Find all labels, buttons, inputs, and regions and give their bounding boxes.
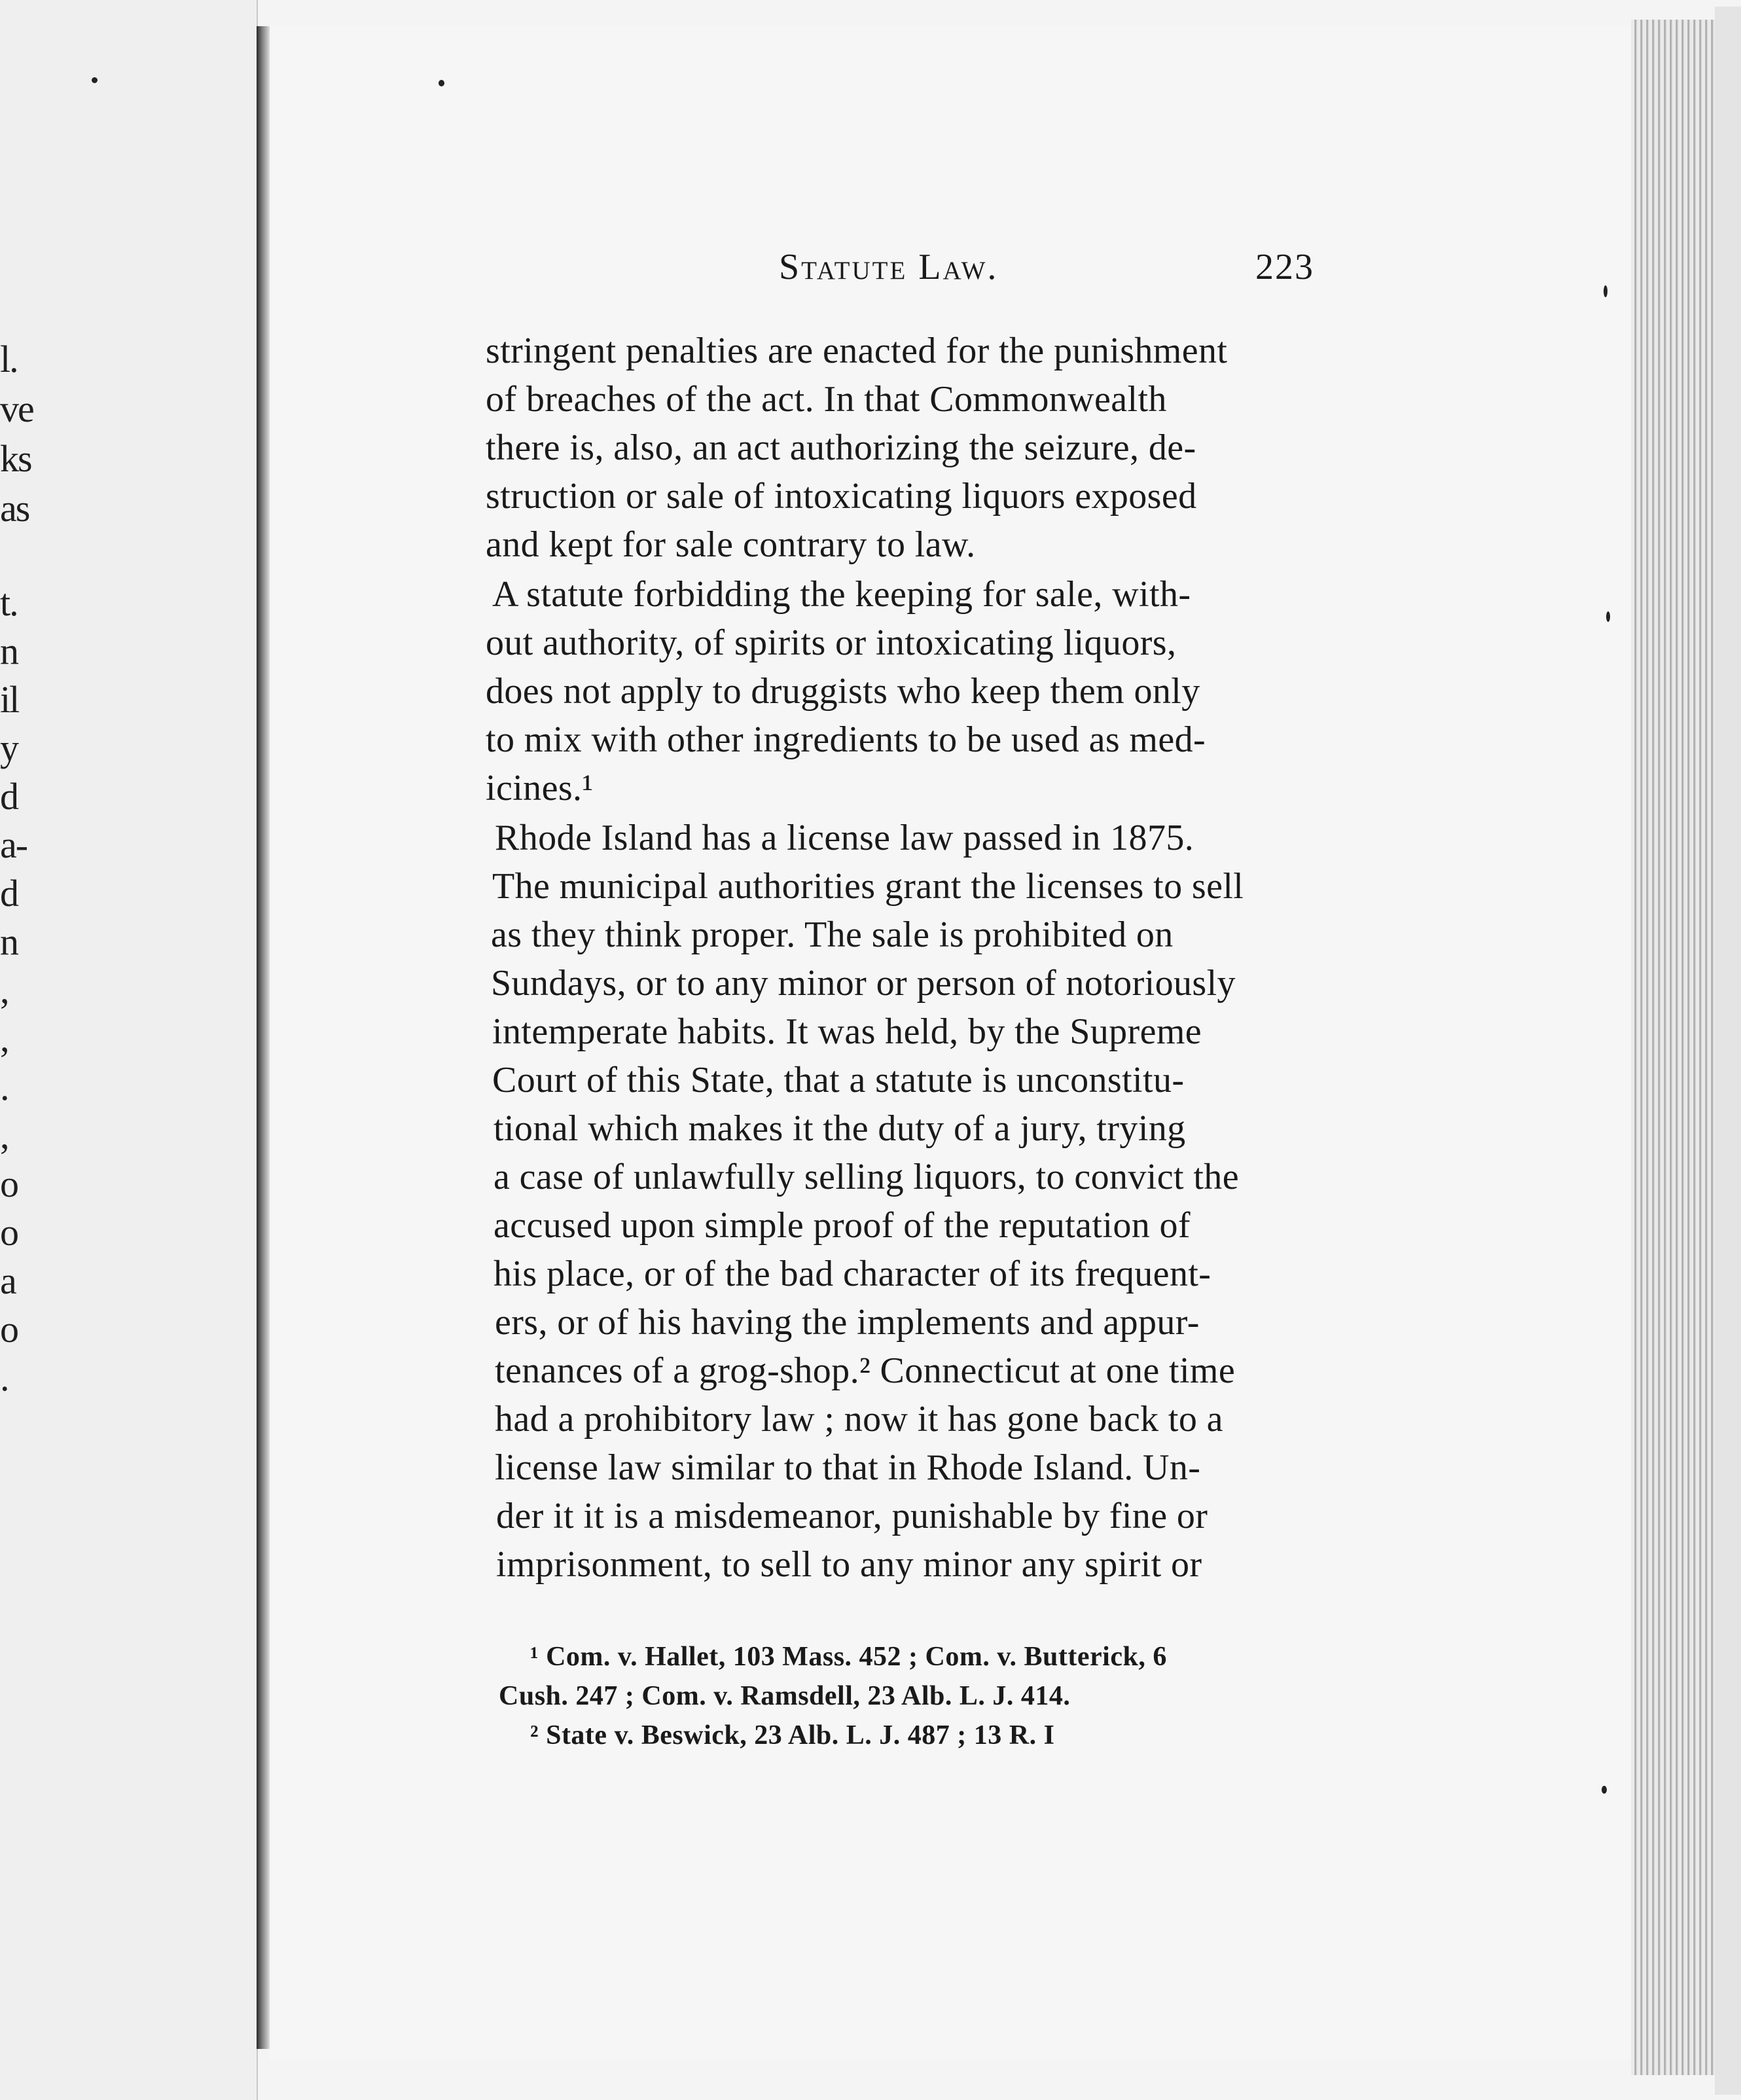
page-number: 223 <box>1255 247 1314 287</box>
body-line: imprisonment, to sell to any minor any spirit or <box>496 1544 1202 1585</box>
left-page-fragment: a- <box>0 824 27 866</box>
body-line: The municipal authorities grant the licenses to sell <box>492 866 1244 907</box>
left-page-fragment: ks <box>0 437 31 480</box>
left-page-fragment: y <box>0 727 18 769</box>
body-line: struction or sale of intoxicating liquors exposed <box>486 476 1197 516</box>
body-line: tenances of a grog-shop.² Connecticut at one time <box>495 1350 1236 1391</box>
left-page-fragment: , <box>0 1017 9 1060</box>
left-page-fragment: as <box>0 487 29 530</box>
left-page-fragment: . <box>0 1356 9 1399</box>
body-line: license law similar to that in Rhode Island. Un- <box>495 1447 1201 1488</box>
left-page-fragment: o <box>0 1308 18 1350</box>
left-page-fragment: . <box>0 1066 9 1108</box>
left-page-fragment: t. <box>0 581 18 624</box>
body-line: icines.¹ <box>486 768 594 808</box>
body-line: der it it is a misdemeanor, punishable by fine or <box>496 1496 1208 1536</box>
ink-speck <box>1606 611 1610 622</box>
body-line: intemperate habits. It was held, by the Supreme <box>492 1011 1202 1052</box>
ink-speck <box>439 80 444 86</box>
book-gutter <box>257 26 270 2049</box>
body-line: of breaches of the act. In that Commonwealth <box>486 379 1167 420</box>
running-head: Statute Law. <box>779 247 999 287</box>
left-page-fragment: l. <box>0 338 18 380</box>
body-line: does not apply to druggists who keep them only <box>486 671 1200 712</box>
left-page-fragment: ve <box>0 388 33 430</box>
body-line: accused upon simple proof of the reputation of <box>494 1205 1191 1246</box>
left-page-fragment: a <box>0 1259 16 1302</box>
left-page-fragment: , <box>0 1114 9 1157</box>
body-line: and kept for sale contrary to law. <box>486 524 976 565</box>
ink-speck <box>1604 285 1607 297</box>
ink-speck <box>1602 1786 1607 1794</box>
left-page-fragment: d <box>0 872 18 914</box>
left-page-fragment: o <box>0 1211 18 1254</box>
footnote-line: ¹ Com. v. Hallet, 103 Mass. 452 ; Com. v. Butterick, 6 <box>530 1642 1167 1672</box>
facing-page <box>0 0 258 2100</box>
body-line: Sundays, or to any minor or person of notoriously <box>491 963 1236 1004</box>
left-page-fragment: n <box>0 920 18 963</box>
body-line: as they think proper. The sale is prohibited on <box>491 914 1174 955</box>
body-line: Rhode Island has a license law passed in 1875. <box>495 818 1194 858</box>
body-line: ers, or of his having the implements and appur- <box>495 1302 1200 1343</box>
footnote-line: Cush. 247 ; Com. v. Ramsdell, 23 Alb. L. J. 414. <box>499 1681 1071 1711</box>
body-line: his place, or of the bad character of its frequent- <box>494 1254 1212 1294</box>
body-line: A statute forbidding the keeping for sale, with- <box>492 574 1191 615</box>
footnote-line: ² State v. Beswick, 23 Alb. L. J. 487 ; 13 R. I <box>530 1720 1055 1750</box>
left-page-fragment: o <box>0 1163 18 1205</box>
body-line: Court of this State, that a statute is unconstitu- <box>492 1060 1185 1100</box>
left-page-fragment: il <box>0 678 19 721</box>
left-page-fragment: n <box>0 630 18 672</box>
body-line: a case of unlawfully selling liquors, to convict the <box>494 1157 1239 1197</box>
body-line: stringent penalties are enacted for the punishment <box>486 331 1228 371</box>
page-edges <box>1631 20 1717 2075</box>
body-line: had a prohibitory law ; now it has gone back to a <box>495 1399 1223 1439</box>
body-line: there is, also, an act authorizing the seizure, de- <box>486 427 1196 468</box>
body-line: tional which makes it the duty of a jury, trying <box>494 1108 1186 1149</box>
left-page-fragment: d <box>0 775 18 818</box>
left-page-fragment: , <box>0 969 9 1011</box>
ink-speck <box>92 77 98 83</box>
body-line: to mix with other ingredients to be used as med- <box>486 719 1206 760</box>
edge-shadow <box>1715 7 1741 2095</box>
body-line: out authority, of spirits or intoxicating liquors, <box>486 623 1177 663</box>
